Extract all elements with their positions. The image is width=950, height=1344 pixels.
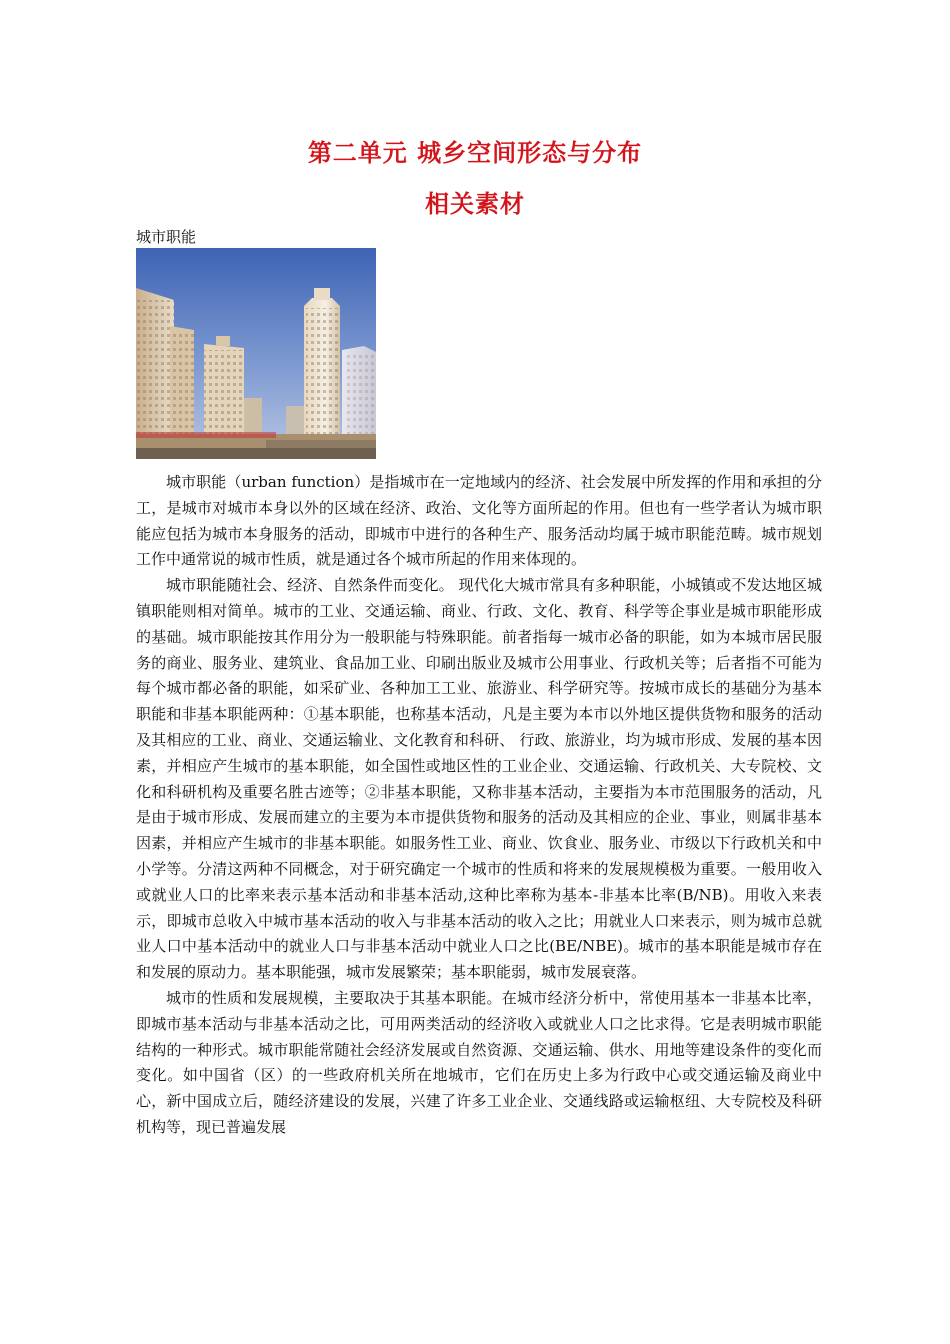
document-title: 第二单元 城乡空间形态与分布 xyxy=(307,139,643,167)
paragraph-1: 城市职能（urban function）是指城市在一定地域内的经济、社会发展中所发挥的作用和承担的分工，是城市对城市本身以外的区域在经济、政治、文化等方面所起的作用。但也有一些学者认为城市职能应包括为城市本身服务的活动，即城市中进行的各种生产、服务活动均属于城市职能范畴。城市规划工作中通常说的城市性质，就是通过各个城市所起的作用来体现的。 xyxy=(136,473,822,569)
city-buildings-photo xyxy=(136,248,376,459)
document-subtitle: 相关素材 xyxy=(425,190,525,218)
body-text xyxy=(136,470,822,1141)
section-label: 城市职能 xyxy=(136,228,197,246)
paragraph-3: 城市的性质和发展规模，主要取决于其基本职能。在城市经济分析中，常使用基本一非基本比率，即城市基本活动与非基本活动之比，可用两类活动的经济收入或就业人口之比求得。它是表明城市职能结构的一种形式。城市职能常随社会经济发展或自然资源、交通运输、供水、用地等建设条件的变化而变化。如中国省（区）的一些政府机关所在地城市，它们在历史上多为行政中心或交通运输及商业中心，新中国成立后，随经济建设的发展，兴建了许多工业企业、交通线路或运输枢纽、大专院校及科研机构等，现已普遍发展 xyxy=(136,988,822,1136)
paragraph-2: 城市职能随社会、经济、自然条件而变化。 现代化大城市常具有多种职能，小城镇或不发达地区城镇职能则相对简单。城市的工业、交通运输、商业、行政、文化、教育、科学等企事业是城市职能形成的基础。城市职能按其作用分为一般职能与特殊职能。前者指每一城市必备的职能，如为本城市居民服务的商业、服务业、建筑业、食品加工业、印刷出版业及城市公用事业、行政机关等；后者指不可能为每个城市都必备的职能，如采矿业、各种加工工业、旅游业、科学研究等。按城市成长的基础分为基本职能和非基本职能两种：①基本职能，也称基本活动，凡是主要为本市以外地区提供货物和服务的活动及其相应的工业、商业、交通运输业、文化教育和科研、 行政、旅游业，均为城市形成、发展的基本因素，并相应产生城市的基本职能，如全国性或地区性的工业企业、交通运输、行政机关、大专院校、文化和科研机构及重要名胜古迹等；②非基本职能，又称非基本活动，主要指为本市范围服务的活动，凡是由于城市形成、发展而建立的主要为本市提供货物和服务的活动及其相应的企业、事业，则属非基本因素，并相应产生城市的非基本职能。如服务性工业、商业、饮食业、服务业、市级以下行政机关和中小学等。分清这两种不同概念，对于研究确定一个城市的性质和将来的发展规模极为重要。一般用收入或就业人口的比率来表示基本活动和非基本活动,这种比率称为基本-非基本比率(B/NB)。用收入来表示，即城市总收入中城市基本活动的收入与非基本活动的收入之比；用就业人口来表示，则为城市总就业人口中基本活动中的就业人口与非基本活动中就业人口之比(BE/NBE)。城市的基本职能是城市存在和发展的原动力。基本职能强，城市发展繁荣；基本职能弱，城市发展衰落。 xyxy=(136,576,822,982)
